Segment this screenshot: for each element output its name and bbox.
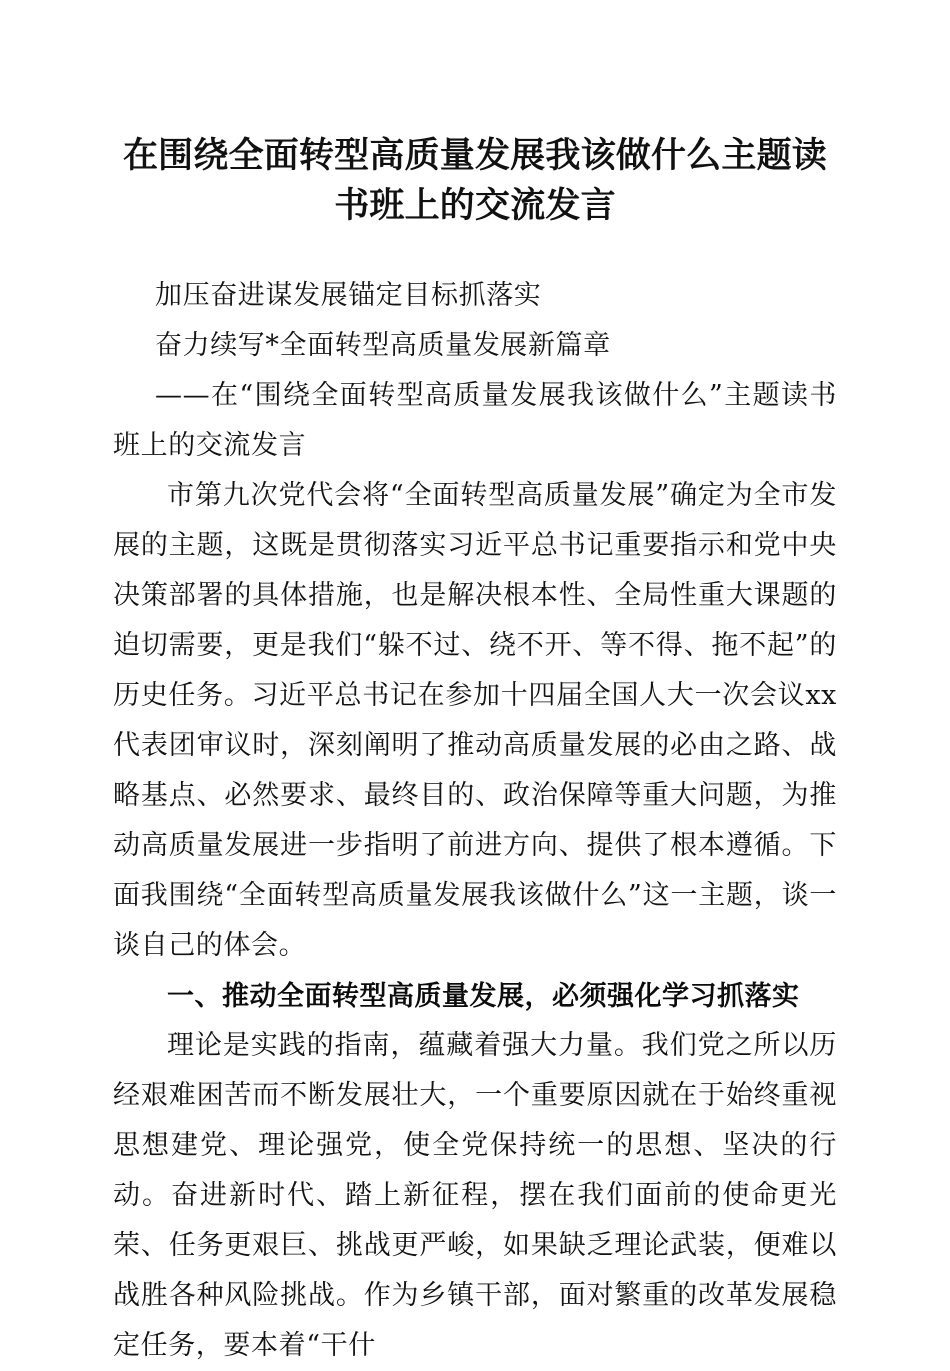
document-subtitle: ——在“围绕全面转型高质量发展我该做什么”主题读书班上的交流发言	[113, 380, 837, 461]
document-body	[113, 231, 837, 1371]
epigraph-line-1: 加压奋进谋发展锚定目标抓落实	[155, 280, 542, 311]
body-paragraph-1: 市第九次党代会将“全面转型高质量发展”确定为全市发展的主题，这既是贯彻落实习近平总书记重要指示和党中央决策部署的具体措施，也是解决根本性、全局性重大课题的迫切需要，更是我们“躲不过、绕不开、等不得、拖不起”的历史任务。习近平总书记在参加十四届全国人大一次会议xx代表团审议时，深刻阐明了推动高质量发展的必由之路、战略基点、必然要求、最终目的、政治保障等重大问题，为推动高质量发展进一步指明了前进方向、提供了根本遵循。下面我围绕“全面转型高质量发展我该做什么”这一主题，谈一谈自己的体会。	[113, 480, 837, 961]
document-title: 在围绕全面转型高质量发展我该做什么主题读书班上的交流发言	[122, 136, 827, 225]
epigraph-line-2: 奋力续写*全面转型高质量发展新篇章	[155, 330, 611, 361]
body-paragraph-2: 理论是实践的指南，蕴藏着强大力量。我们党之所以历经艰难困苦而不断发展壮大，一个重要原因就在于始终重视思想建党、理论强党，使全党保持统一的思想、坚决的行动。奋进新时代、踏上新征程，摆在我们面前的使命更光荣、任务更艰巨、挑战更严峻，如果缺乏理论武装，便难以战胜各种风险挑战。作为乡镇干部，面对繁重的改革发展稳定任务，要本着“干什	[113, 1030, 837, 1361]
section-heading-1: 一、推动全面转型高质量发展，必须强化学习抓落实	[167, 981, 800, 1011]
